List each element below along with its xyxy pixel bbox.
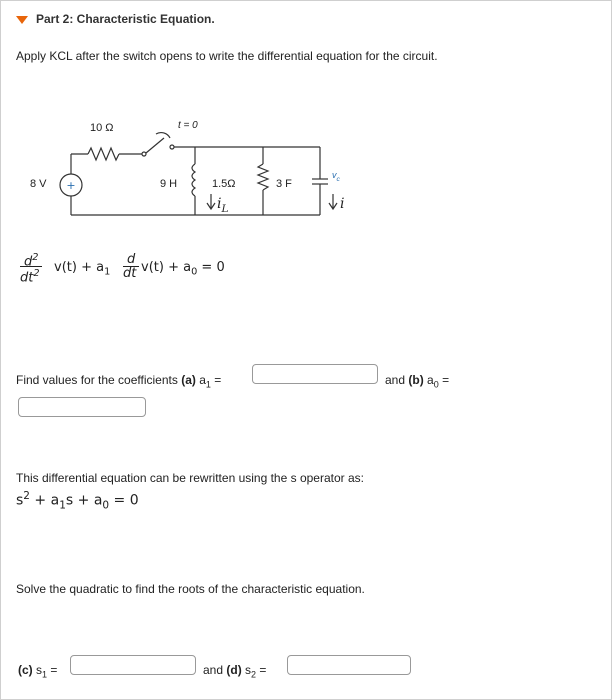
inductor-label: 9 H bbox=[160, 178, 178, 190]
switch-label: t = 0 bbox=[178, 120, 198, 131]
inductor-icon bbox=[192, 164, 195, 196]
a0-answer-input[interactable] bbox=[18, 397, 146, 417]
d2-numerator: $d^2$ bbox=[24, 252, 39, 270]
differential-equation bbox=[20, 252, 320, 292]
resistor-10-icon bbox=[88, 148, 119, 160]
resistor-label: 10 Ω bbox=[90, 122, 114, 134]
section-header[interactable] bbox=[16, 12, 215, 26]
eq-term2: $v(t) + a_0 = 0$ bbox=[141, 260, 225, 278]
vc-label: $v_c$ bbox=[332, 170, 340, 183]
s1-answer-input[interactable] bbox=[70, 655, 196, 675]
d-denominator: dt bbox=[123, 266, 137, 281]
instruction-text: Apply KCL after the switch opens to write the differential equation for the circuit. bbox=[16, 49, 438, 63]
d-numerator: d bbox=[127, 252, 136, 267]
eq-term1: $v(t) + a_1$ bbox=[54, 260, 111, 278]
rewrite-text: This differential equation can be rewritten using the s operator as: bbox=[16, 471, 364, 485]
switch-blade-icon bbox=[146, 138, 164, 153]
capacitor-label: 3 F bbox=[276, 178, 292, 190]
characteristic-equation: $s^2 + a_1s + a_0 = 0$ bbox=[16, 490, 139, 512]
section-title: Part 2: Characteristic Equation. bbox=[36, 12, 215, 26]
il-label: $i_L$ bbox=[217, 196, 229, 215]
a1-answer-input[interactable] bbox=[252, 364, 378, 384]
source-label: 8 V bbox=[30, 178, 47, 190]
s2-answer-input[interactable] bbox=[287, 655, 411, 675]
source-plus-icon: + bbox=[66, 179, 76, 192]
s1-label: (c) $s_1$ = bbox=[18, 663, 58, 680]
solve-text: Solve the quadratic to find the roots of the characteristic equation. bbox=[16, 582, 365, 596]
circuit-diagram bbox=[20, 112, 380, 230]
and-b-text: and (b) $a_0$ = bbox=[385, 373, 450, 390]
fraction-bar bbox=[20, 266, 42, 267]
switch-arrow-icon bbox=[156, 133, 170, 138]
find-coefficients-text: Find values for the coefficients (a) $a_1$ = bbox=[16, 373, 222, 390]
switch-terminal bbox=[170, 145, 174, 149]
d2-denominator: $dt^2$ bbox=[20, 268, 40, 286]
ic-label: i bbox=[340, 196, 345, 212]
resistor-1-5-icon bbox=[258, 164, 268, 190]
circuit-svg bbox=[20, 112, 380, 230]
collapse-caret-icon[interactable] bbox=[16, 16, 28, 24]
switch-terminal bbox=[142, 152, 146, 156]
s2-label: and (d) $s_2$ = bbox=[203, 663, 267, 680]
resistor2-label: 1.5Ω bbox=[212, 178, 236, 190]
